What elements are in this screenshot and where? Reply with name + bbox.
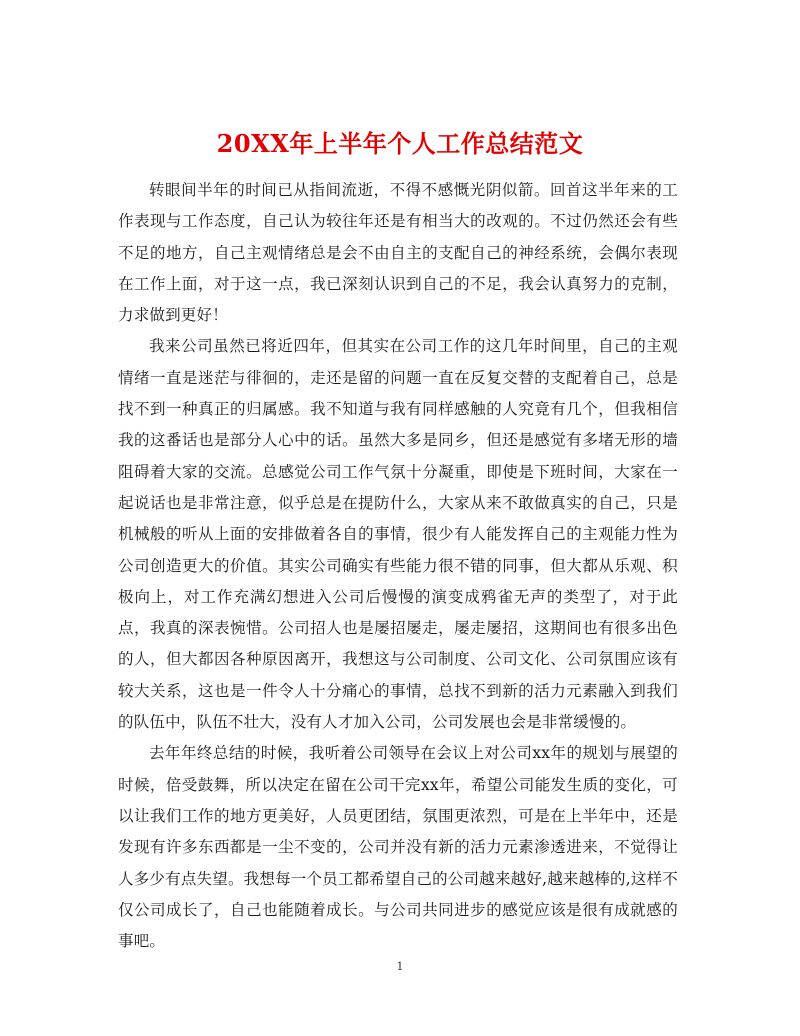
page-number: 1 — [396, 960, 404, 973]
paragraph-3: 去年年终总结的时候，我听着公司领导在会议上对公司xx年的规划与展望的时候，倍受鼓舞，所以决定在留在公司干完xx年，希望公司能发生质的变化，可以让我们工作的地方更美好，人员更团结，氛围更浓烈，可是在上半年中，还是发现有许多东西都是一尘不变的，公司并没有新的活力元素渗透进来，不觉得让人多少有点失望。我想每一个员工都希望自己的公司越来越好,越来越棒的,这样不仅公司成长了，自己也能随着成长。与公司共同进步的感觉应该是很有成就感的事吧。 — [118, 744, 678, 951]
paragraph-1: 转眼间半年的时间已从指间流逝，不得不感慨光阴似箭。回首这半年来的工作表现与工作态度，自己认为较往年还是有相当大的改观的。不过仍然还会有些不足的地方，自己主观情绪总是会不由自主的支配自己的神经系统，会偶尔表现在工作上面，对于这一点，我已深刻认识到自己的不足，我会认真努力的克制，力求做到更好！ — [118, 181, 678, 325]
document-body — [118, 175, 678, 957]
paragraph-2: 我来公司虽然已将近四年，但其实在公司工作的这几年时间里，自己的主观情绪一直是迷茫与徘徊的，走还是留的问题一直在反复交替的支配着自己，总是找不到一种真正的归属感。我不知道与我有同样感触的人究竟有几个，但我相信我的这番话也是部分人心中的话。虽然大多是同乡，但还是感觉有多堵无形的墙阻碍着大家的交流。总感觉公司工作气氛十分凝重，即使是下班时间，大家在一起说话也是非常注意，似乎总是在提防什么，大家从来不敢做真实的自己，只是机械般的听从上面的安排做着各自的事情，很少有人能发挥自己的主观能力性为公司创造更大的价值。其实公司确实有些能力很不错的同事，但大都从乐观、积极向上，对工作充满幻想进入公司后慢慢的演变成鸦雀无声的类型了，对于此点，我真的深表惋惜。公司招人也是屡招屡走，屡走屡招，这期间也有很多出色的人，但大都因各种原因离开，我想这与公司制度、公司文化、公司氛围应该有较大关系，这也是一件令人十分痛心的事情，总找不到新的活力元素融入到我们的队伍中，队伍不壮大，没有人才加入公司，公司发展也会是非常缓慢的。 — [118, 337, 678, 732]
document-title: 20XX年上半年个人工作总结范文 — [216, 129, 584, 159]
